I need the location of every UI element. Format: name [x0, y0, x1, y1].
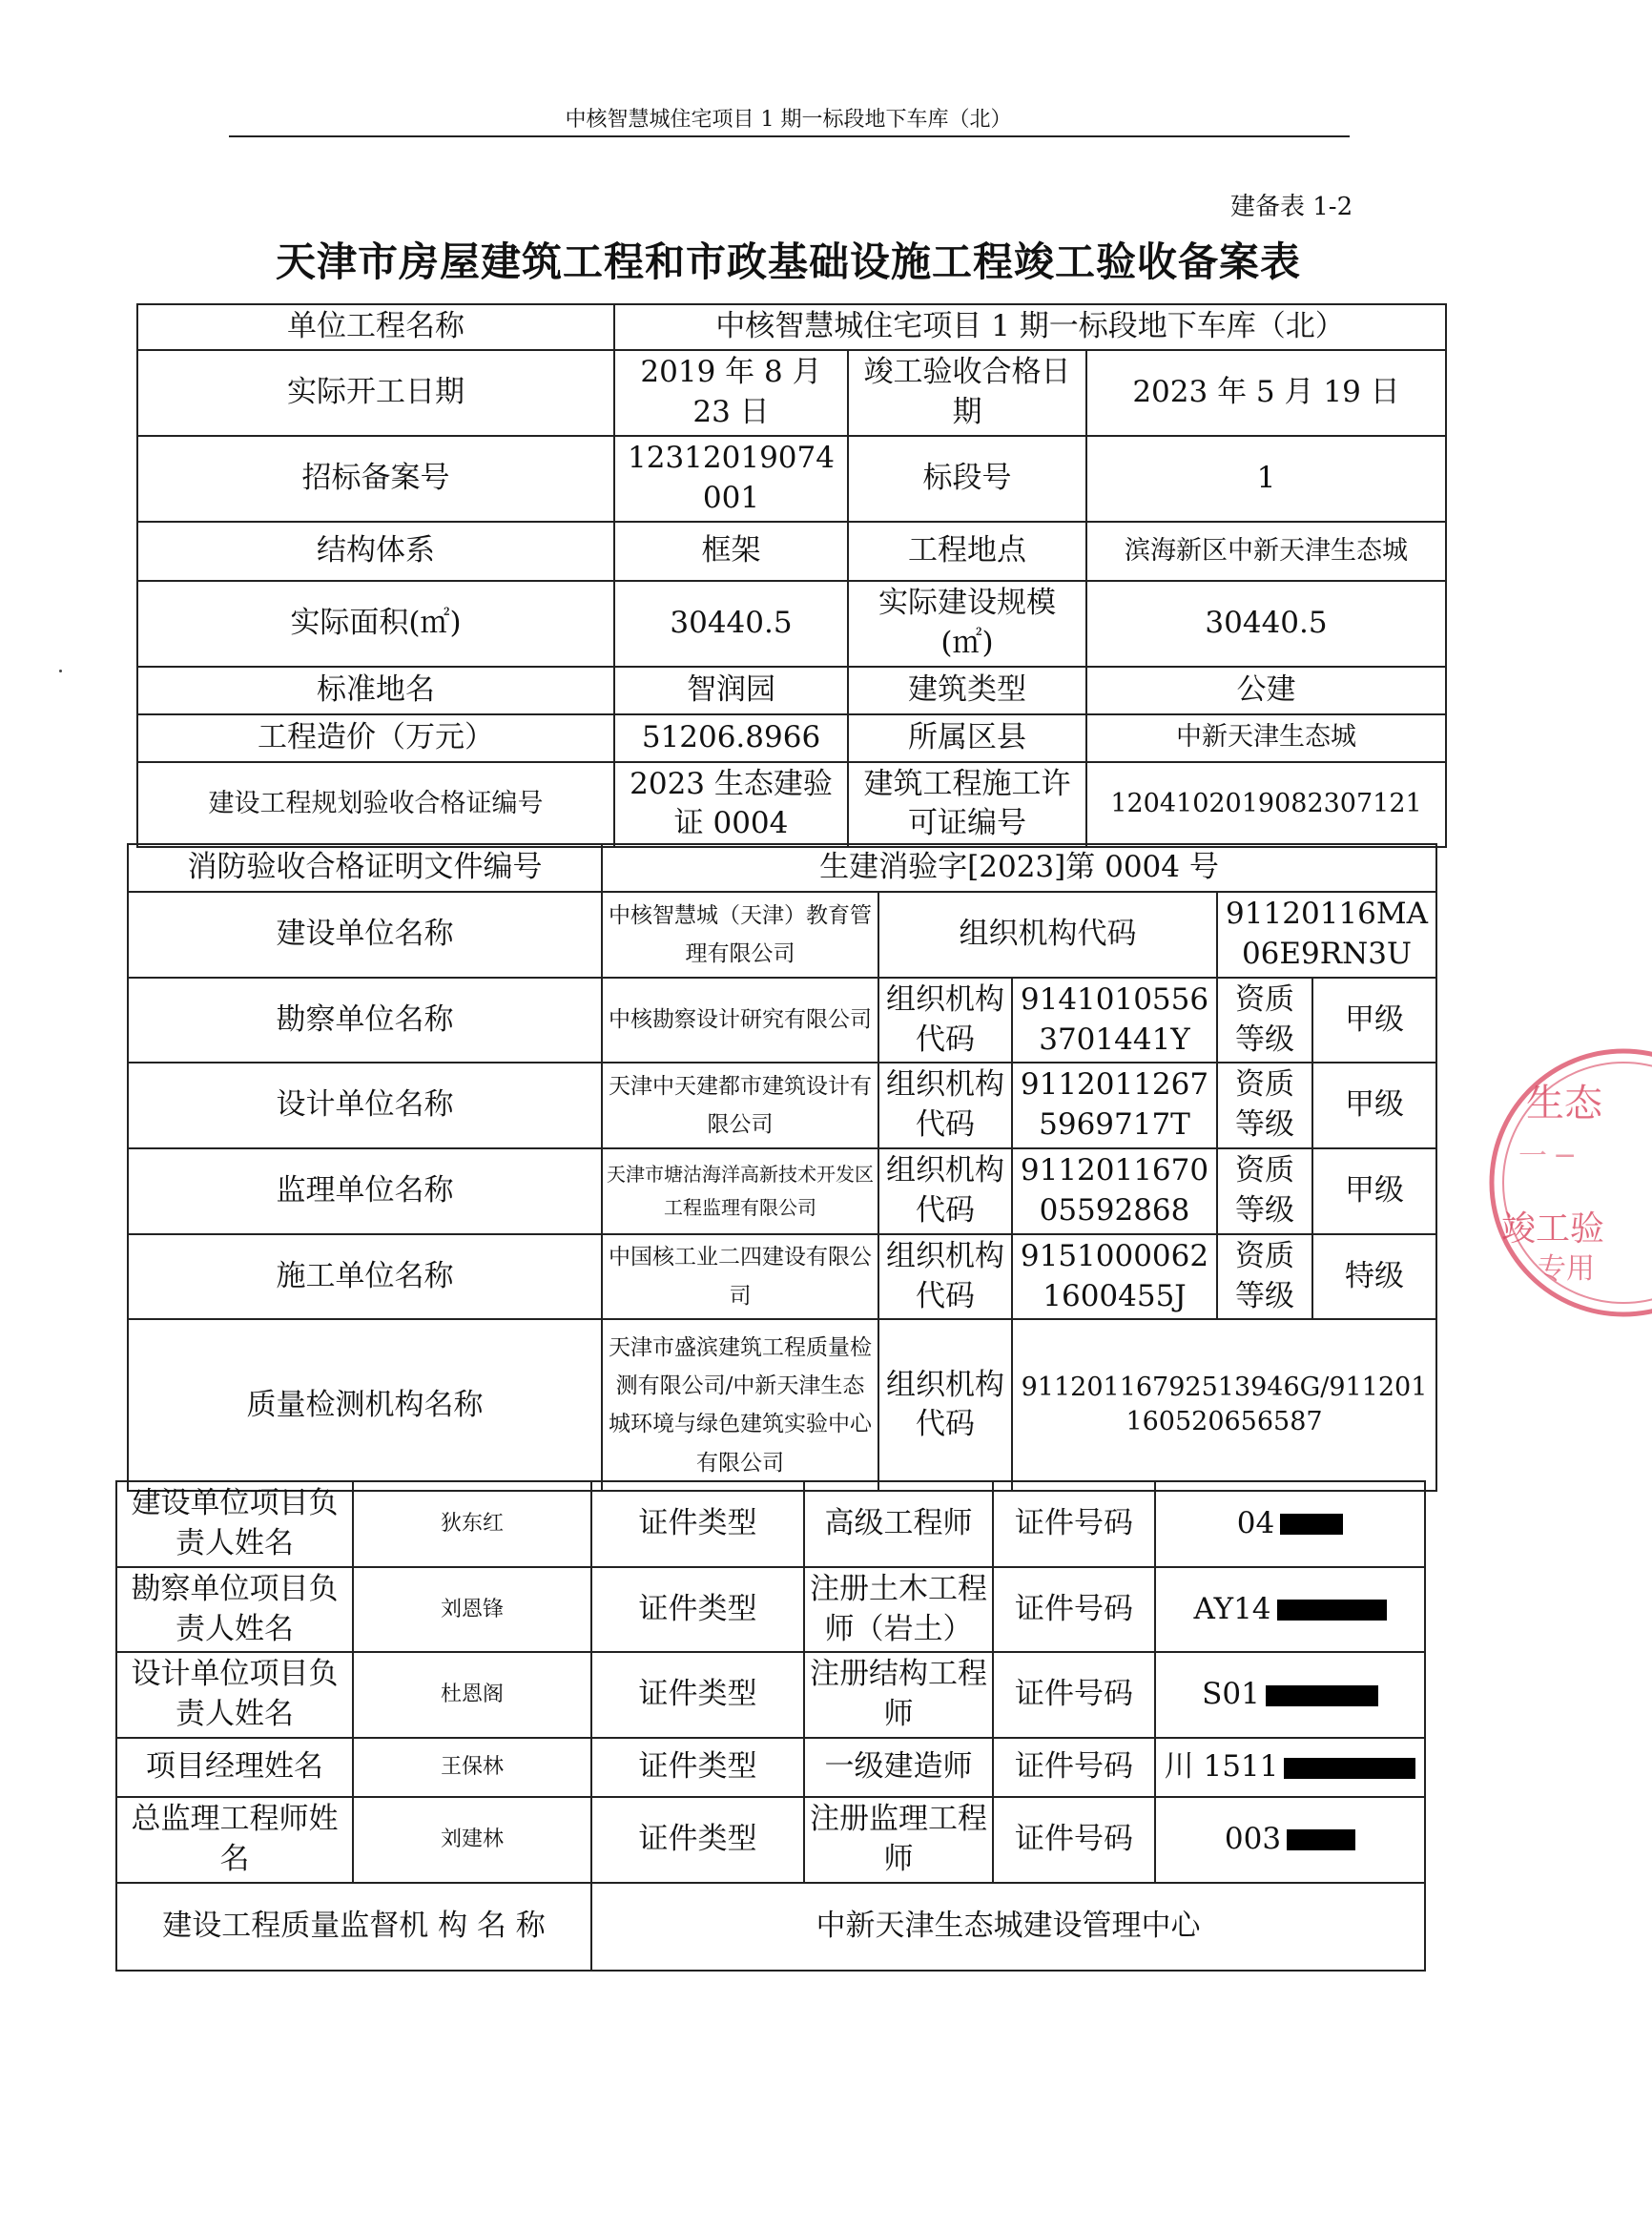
table-row: [128, 844, 1436, 892]
field-value: 30440.5: [1086, 581, 1446, 667]
field-value: 2023 生态建验证 0004: [614, 762, 848, 848]
org-code: 911201167005592868: [1012, 1148, 1217, 1234]
cert-no-label: 证件号码: [993, 1738, 1155, 1797]
field-value: 1: [1086, 436, 1446, 522]
org-code: 91120116MA06E9RN3U: [1217, 892, 1436, 978]
org-code-label: 组织机构代码: [878, 1063, 1012, 1148]
table-row: [137, 581, 1446, 667]
person-label: 总监理工程师姓名: [116, 1797, 353, 1883]
qualification-label: 资质等级: [1217, 1063, 1312, 1148]
field-value: 生建消验字[2023]第 0004 号: [602, 844, 1436, 892]
field-value: 中新天津生态城: [1086, 714, 1446, 762]
table-row: [128, 978, 1436, 1063]
unit-label: 设计单位名称: [128, 1063, 602, 1148]
org-code-label: 组织机构代码: [878, 892, 1217, 978]
field-label: 所属区县: [848, 714, 1086, 762]
person-name: 王保林: [353, 1738, 591, 1797]
svg-text:竣工验: 竣工验: [1501, 1209, 1605, 1249]
cert-type: 一级建造师: [804, 1738, 993, 1797]
redaction-bar: [1277, 1600, 1387, 1621]
cert-no: 川 1511: [1164, 1749, 1279, 1785]
person-name: 杜恩阁: [353, 1652, 591, 1738]
table-row: [137, 762, 1446, 848]
person-name: 狄东红: [353, 1481, 591, 1567]
field-label: 建筑工程施工许可证编号: [848, 762, 1086, 848]
cert-no-label: 证件号码: [993, 1652, 1155, 1738]
table-row: [137, 304, 1446, 350]
unit-label: 监理单位名称: [128, 1148, 602, 1234]
field-label: 建筑类型: [848, 667, 1086, 714]
field-value: 中核智慧城住宅项目 1 期一标段地下车库（北）: [614, 304, 1446, 350]
cert-type: 注册土木工程师（岩土）: [804, 1567, 993, 1653]
field-label: 实际面积(㎡): [137, 581, 614, 667]
table-row: [128, 1319, 1436, 1491]
table-row: [137, 350, 1446, 436]
unit-name: 中核勘察设计研究有限公司: [602, 978, 878, 1063]
cert-no-label: 证件号码: [993, 1797, 1155, 1883]
table-row: [137, 667, 1446, 714]
cert-no: 003: [1224, 1821, 1282, 1856]
qualification-label: 资质等级: [1217, 1148, 1312, 1234]
org-code-label: 组织机构代码: [878, 1148, 1012, 1234]
cert-type-label: 证件类型: [591, 1652, 804, 1738]
unit-label: 建设单位名称: [128, 892, 602, 978]
cert-no-cell: [1155, 1738, 1425, 1797]
field-label: 工程地点: [848, 522, 1086, 581]
redaction-bar: [1266, 1685, 1378, 1706]
person-name: 刘建林: [353, 1797, 591, 1883]
cert-type: 注册监理工程师: [804, 1797, 993, 1883]
field-value: 公建: [1086, 667, 1446, 714]
org-code: 91510000621600455J: [1012, 1234, 1217, 1320]
cert-type: 注册结构工程师: [804, 1652, 993, 1738]
form-number: 建备表 1-2: [1230, 193, 1353, 221]
unit-label: 质量检测机构名称: [128, 1319, 602, 1491]
info-table: [136, 303, 1447, 848]
field-label: 建设工程规划验收合格证编号: [137, 762, 614, 848]
field-value: 2019 年 8 月 23 日: [614, 350, 848, 436]
cert-no-cell: [1155, 1567, 1425, 1653]
table-row: [116, 1652, 1425, 1738]
person-label: 项目经理姓名: [116, 1738, 353, 1797]
table-row: [128, 892, 1436, 978]
person-label: 建设单位项目负责人姓名: [116, 1481, 353, 1567]
cert-type-label: 证件类型: [591, 1567, 804, 1653]
field-label: 实际建设规模(㎡): [848, 581, 1086, 667]
unit-label: 勘察单位名称: [128, 978, 602, 1063]
table-row: [116, 1738, 1425, 1797]
field-label: 结构体系: [137, 522, 614, 581]
redaction-bar: [1280, 1514, 1343, 1535]
qualification-grade: 甲级: [1312, 1063, 1436, 1148]
svg-text:一 ─: 一 ─: [1518, 1140, 1574, 1173]
table-row: [137, 436, 1446, 522]
table-row: [116, 1797, 1425, 1883]
field-label: 竣工验收合格日期: [848, 350, 1086, 436]
field-label: 工程造价（万元）: [137, 714, 614, 762]
unit-name: 天津市盛滨建筑工程质量检测有限公司/中新天津生态城环境与绿色建筑实验中心有限公司: [602, 1319, 878, 1491]
cert-no-cell: [1155, 1481, 1425, 1567]
field-label: 招标备案号: [137, 436, 614, 522]
table-row: [137, 714, 1446, 762]
unit-name: 天津中天建都市建筑设计有限公司: [602, 1063, 878, 1148]
table-row: [128, 1063, 1436, 1148]
page-header: 中核智慧城住宅项目 1 期一标段地下车库（北）: [565, 108, 1012, 132]
redaction-bar: [1287, 1829, 1355, 1850]
table-row: [116, 1567, 1425, 1653]
table-row: [128, 1148, 1436, 1234]
cert-no-cell: [1155, 1652, 1425, 1738]
cert-no: S01: [1202, 1677, 1260, 1712]
field-label: 实际开工日期: [137, 350, 614, 436]
qualification-label: 资质等级: [1217, 1234, 1312, 1320]
qualification-grade: 甲级: [1312, 1148, 1436, 1234]
person-label: 设计单位项目负责人姓名: [116, 1652, 353, 1738]
cert-type: 高级工程师: [804, 1481, 993, 1567]
red-seal-stamp: [1480, 1040, 1652, 1326]
field-value: 120410201908230712​1: [1086, 762, 1446, 848]
table-row: [116, 1481, 1425, 1567]
cert-no-label: 证件号码: [993, 1481, 1155, 1567]
unit-name: 中国核工业二四建设有限公司: [602, 1234, 878, 1320]
table-row: [137, 522, 1446, 581]
field-value: 12312019074001: [614, 436, 848, 522]
person-table: [115, 1480, 1426, 1972]
unit-label: 施工单位名称: [128, 1234, 602, 1320]
field-label: 标准地名: [137, 667, 614, 714]
table-row: [116, 1883, 1425, 1971]
org-code-label: 组织机构代码: [878, 1319, 1012, 1491]
supervision-label: 建设工程质量监督机 构 名 称: [116, 1883, 591, 1971]
cert-no-label: 证件号码: [993, 1567, 1155, 1653]
cert-no-cell: [1155, 1797, 1425, 1883]
qualification-grade: 特级: [1312, 1234, 1436, 1320]
org-code-label: 组织机构代码: [878, 1234, 1012, 1320]
header-rule: [229, 135, 1350, 137]
redaction-bar: [1284, 1758, 1415, 1779]
cert-type-label: 证件类型: [591, 1481, 804, 1567]
org-code: 91120112675969717T: [1012, 1063, 1217, 1148]
field-value: 框架: [614, 522, 848, 581]
field-label: 消防验收合格证明文件编号: [128, 844, 602, 892]
page-title: 天津市房屋建筑工程和市政基础设施工程竣工验收备案表: [275, 238, 1301, 285]
field-label: 标段号: [848, 436, 1086, 522]
person-label: 勘察单位项目负责人姓名: [116, 1567, 353, 1653]
svg-text:生态: 生态: [1526, 1082, 1602, 1125]
field-label: 单位工程名称: [137, 304, 614, 350]
cert-type-label: 证件类型: [591, 1797, 804, 1883]
field-value: 51206.8966: [614, 714, 848, 762]
scan-speck: [59, 670, 62, 672]
field-value: 30440.5: [614, 581, 848, 667]
field-value: 滨海新区中新天津生态城: [1086, 522, 1446, 581]
qualification-grade: 甲级: [1312, 978, 1436, 1063]
table-row: [128, 1234, 1436, 1320]
unit-name: 天津市塘沽海洋高新技术开发区工程监理有限公司: [602, 1148, 878, 1234]
supervision-value: 中新天津生态城建设管理中心: [591, 1883, 1425, 1971]
cert-type-label: 证件类型: [591, 1738, 804, 1797]
field-value: 智润园: [614, 667, 848, 714]
person-name: 刘恩锋: [353, 1567, 591, 1653]
svg-text:专用: 专用: [1538, 1252, 1595, 1286]
cert-no: AY14: [1193, 1591, 1271, 1626]
cert-no: 04: [1236, 1505, 1275, 1540]
org-code-label: 组织机构代码: [878, 978, 1012, 1063]
org-code: 91120116792513946G/911201160520656587: [1012, 1319, 1436, 1491]
unit-table: [127, 843, 1437, 1492]
unit-name: 中核智慧城（天津）教育管理有限公司: [602, 892, 878, 978]
org-code: 91410105563701441Y: [1012, 978, 1217, 1063]
qualification-label: 资质等级: [1217, 978, 1312, 1063]
field-value: 2023 年 5 月 19 日: [1086, 350, 1446, 436]
